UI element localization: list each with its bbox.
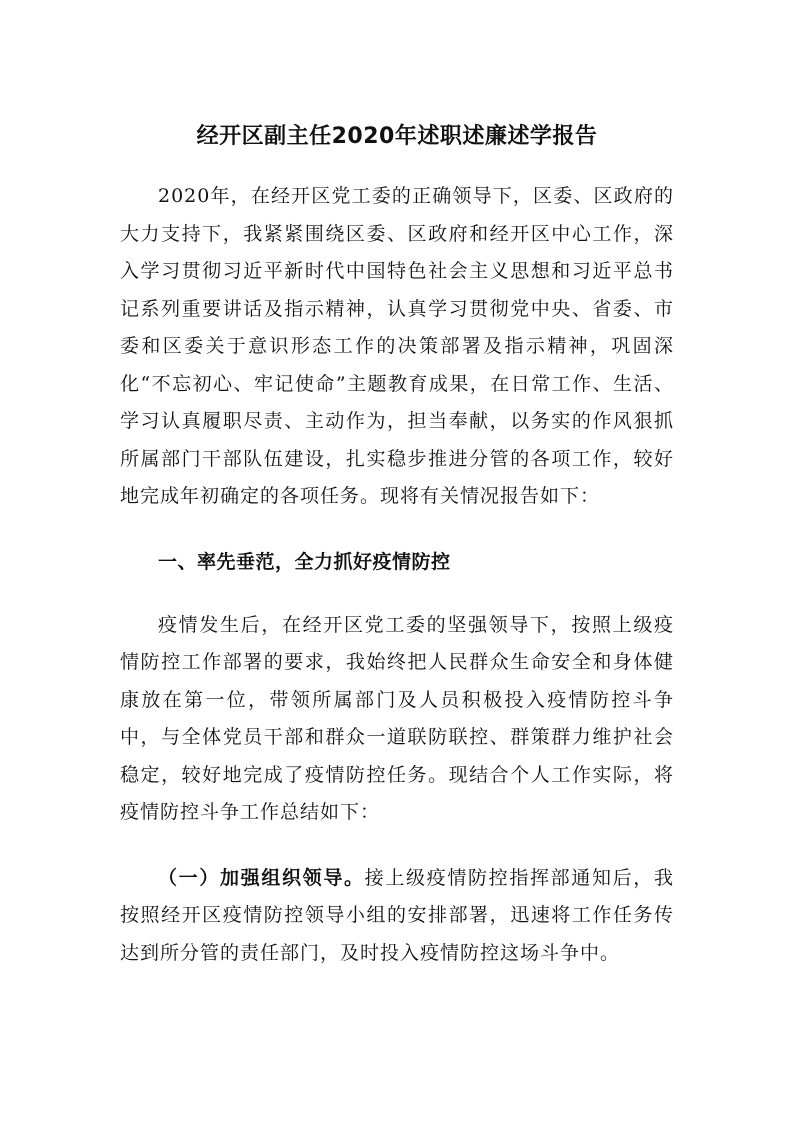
document-title: 经开区副主任2020年述职述廉述学报告 [196,124,598,149]
section-paragraph: 疫情发生后，在经开区党工委的坚强领导下，按照上级疫情防控工作部署的要求，我始终把人民群众生命安全和身体健康放在第一位，带领所属部门及人员积极投入疫情防控斗争中，与全体党员干部和群众一道联防联控、群策群力维护社会稳定，较好地完成了疫情防控任务。现结合个人工作实际，将疫情防控斗争工作总结如下： [120,613,674,823]
subsection-text: 接上级疫情防控指挥部通知后，我按照经开区疫情防控领导小组的安排部署，迅速将工作任务传达到所分管的责任部门，及时投入疫情防控这场斗争中。 [120,866,674,964]
subsection-lead: （一）加强组织领导。 [158,866,365,889]
subsection-paragraph [120,860,674,973]
section-heading: 一、率先垂范，全力抓好疫情防控 [158,550,451,573]
intro-paragraph: 2020年，在经开区党工委的正确领导下，区委、区政府的大力支持下，我紧紧围绕区委、区政府和经开区中心工作，深入学习贯彻习近平新时代中国特色社会主义思想和习近平总书记系列重要讲话及指示精神，认真学习贯彻党中央、省委、市委和区委关于意识形态工作的决策部署及指示精神，巩固深化“不忘初心、牢记使命”主题教育成果，在日常工作、生活、学习认真履职尽责、主动作为，担当奉献，以务实的作风狠抓所属部门干部队伍建设，扎实稳步推进分管的各项工作，较好地完成年初确定的各项任务。现将有关情况报告如下： [120,185,674,507]
